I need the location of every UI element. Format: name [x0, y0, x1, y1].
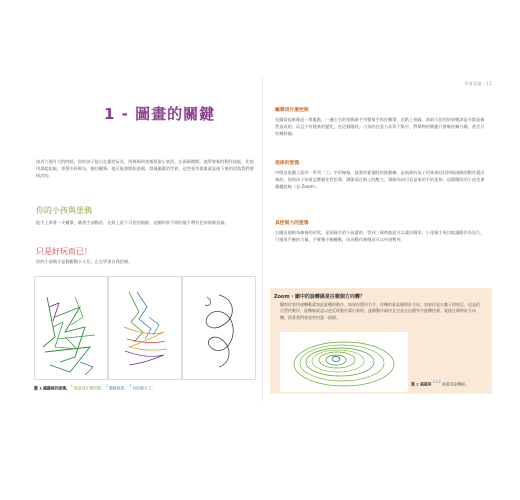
- figure-2-caption-t: 歲畫的旋轉線。: [442, 381, 469, 387]
- figure-1-caption-sep2: 、: [124, 385, 128, 391]
- figure-1-drawings: [34, 276, 256, 380]
- left-page: [26, 76, 263, 402]
- right-page: [263, 76, 500, 402]
- heading-controlled: 具控制力的塗鴉: [275, 221, 309, 226]
- figure-1-caption-sep1: 、: [100, 385, 105, 391]
- section-paragraph-scribble: 他手上拿著一支蠟筆，隨著手部動作，在紙上留下可見的痕跡，這團形狀不明的痕不帶有任何象徵意義。: [36, 220, 229, 225]
- zoom-text: 觀察你家快速轉動就如此旋轉的動作，如果你慣用右手，你轉的就是順時針方向；如果你是左撇子則相反，這是很自然的動作，旋轉線就是以逆反時動作畫出來的。連續動作細快且也是在這種有中旋轉控制，就能往順時針方向轉，接著我們會談些何畫一個圓。: [280, 302, 480, 320]
- intro-paragraph: 接近九個月大的時候，你的孩子能自在操控玩具，用拇指和食指捏取小東西。在兩歲期間，他學會新的動作技能，比如用湯匙吃飯，拿著水杯喝水，握住蠟筆。他可能會開始塗鴉，發現圖畫的世界，這些要功偉業就是接下來的段落我們要探討的。: [36, 159, 254, 178]
- zoom-box: [270, 288, 492, 394]
- zoom-title: Zoom ‧ 圖中的旋轉線是往哪個方向轉？: [274, 294, 365, 300]
- paragraph-controlled: 右圖出現較為線條的形狀，是兩歲半的小孩畫的，等到三歲時他就可以畫出圓形。小塗鴉手成功地讓動作為迅久，只運用手腕的力量，手臂稱手腕轉動，因為動作夠慢而可以中途暫停。: [275, 230, 485, 242]
- chapter-title: 1 - 圖畫的關鍵: [104, 105, 216, 123]
- figure-2-caption-n: 2 1/2: [432, 380, 441, 384]
- figure-2-caption: [411, 380, 469, 387]
- section-heading-fun: 只是好玩而已！: [36, 247, 92, 256]
- figure-1-caption-t2: 圖稱規律: [108, 385, 125, 391]
- heading-regular: 規律的塗鴉: [275, 161, 299, 166]
- drawing-uncontrolled-image: [35, 277, 109, 381]
- figure-1-caption-label: 圖 1 蹣蹣兩的塗鴉。: [34, 385, 70, 391]
- figure-1-caption-n3: 3: [129, 384, 132, 388]
- section-heading-scribble: 你的小孩與塗鴉: [36, 206, 92, 215]
- drawing-uncontrolled: [34, 276, 108, 380]
- figure-2-spiral: [280, 332, 408, 392]
- drawing-regular: [108, 276, 182, 380]
- section-paragraph-fun: 你的小塗鴉手是個衝動小人兒，正在學習自我控制。: [36, 259, 133, 264]
- figure-1-caption-t3: 具控制力了。: [132, 385, 156, 391]
- figure-1-caption-t1: 從塗沒什麼控制: [74, 385, 101, 391]
- figure-1-caption-n2: 2: [105, 384, 108, 388]
- book-spread: [26, 76, 500, 402]
- figure-2-caption-label: 圖 2 蹣蹣兩: [411, 381, 432, 387]
- paragraph-regular: 中間這張圖上面有一系列「之」字形線條，就會你素描時的陸動練，是兩歲的孩子用來來回回和兩兩側的動作畫出來的，你的孩子知道怎麼握住彩色筆，調節落在紙上的壓力，筆跡為何可見是來的手的延伸，這個階段的小孩也會畫螺旋線（見 Zoom）。: [275, 170, 485, 189]
- drawing-regular-image: [109, 277, 183, 381]
- spiral-drawing-image: [280, 332, 408, 392]
- drawing-controlled-image: [183, 277, 257, 381]
- running-header: 學會認識 · 15: [464, 81, 492, 86]
- figure-1-caption: [34, 384, 155, 391]
- paragraph-uncontrolled: 在圖看起來像是一堆亂點，一邊左右的塗鴉新手用整隻手抓住蠟筆，在紙上拍敲。前前可見的結果應該是多都是偶然造成的，而且少有後來的變化。在這個階段，小孩的注意力非常不集中，對筆物的興趣只會維持幾分鐘，甚至只有幾秒鐘。: [275, 117, 485, 136]
- drawing-controlled: [182, 276, 256, 380]
- heading-uncontrolled: 蠟筆沒什麼控制: [275, 108, 309, 113]
- figure-1-caption-n1: 1: [70, 384, 73, 388]
